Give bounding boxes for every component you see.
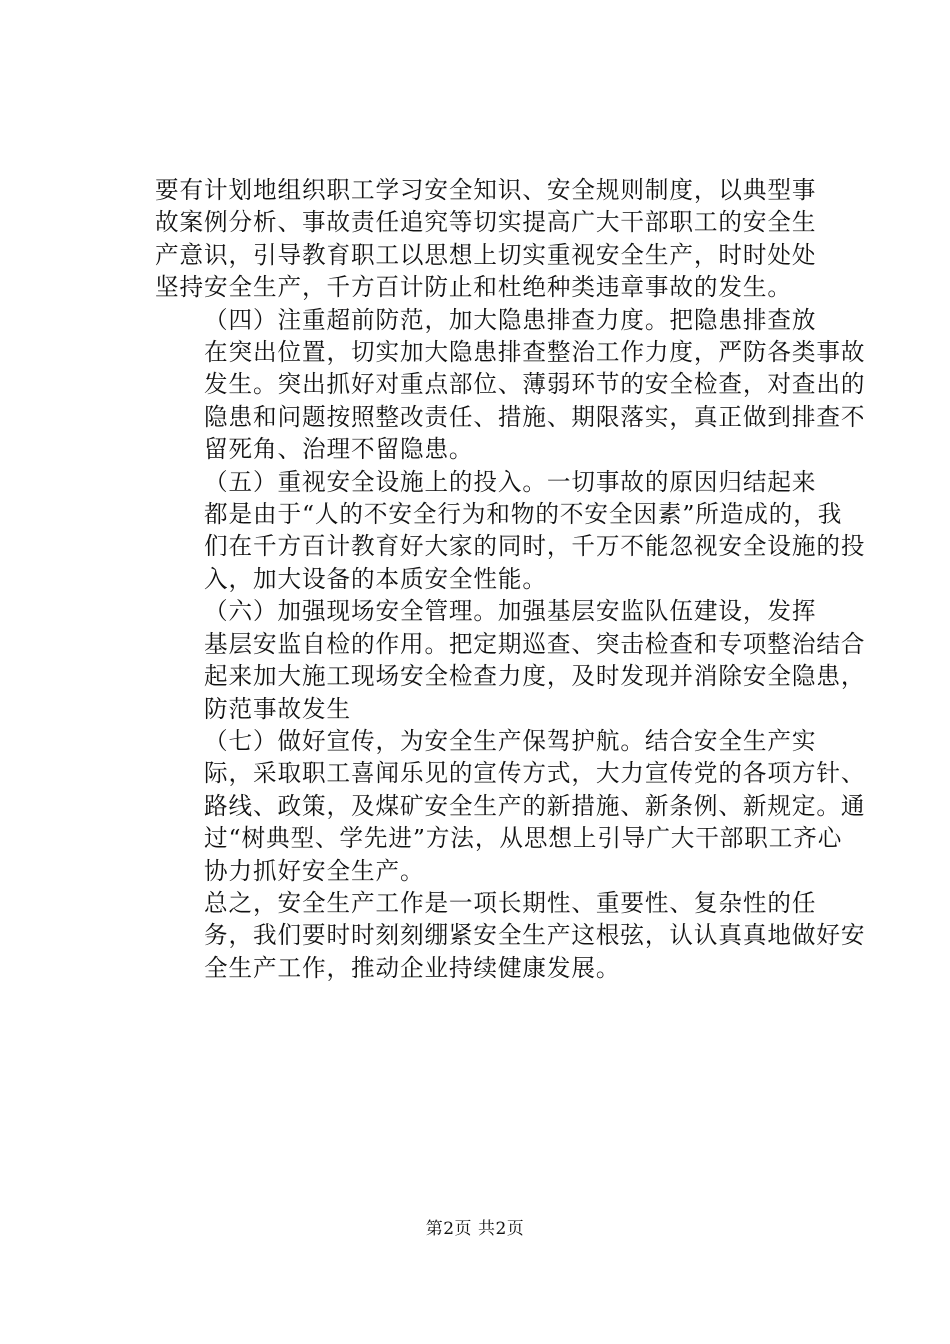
paragraph: [155, 887, 866, 984]
text-line: 务，我们要时时刻刻绷紧安全生产这根弦，认认真真地做好安: [204, 921, 866, 950]
text-line: 隐患和问题按照整改责任、措施、期限落实，真正做到排查不: [204, 402, 866, 431]
text-line: 总之，安全生产工作是一项长期性、重要性、复杂性的任: [204, 888, 817, 917]
paragraph: [155, 725, 866, 887]
text-line: 发生。突出抓好对重点部位、薄弱环节的安全检查，对查出的: [204, 370, 866, 399]
text-line: 起来加大施工现场安全检查力度，及时发现并消除安全隐患，: [204, 662, 866, 691]
document-body: [155, 174, 866, 984]
text-line: 都是由于“人的不安全行为和物的不安全因素”所造成的，我: [204, 500, 843, 529]
text-line: 在突出位置，切实加大隐患排查整治工作力度，严防各类事故: [204, 338, 866, 367]
paragraph: [155, 466, 866, 596]
text-line: 坚持安全生产，千方百计防止和杜绝种类违章事故的发生。: [155, 273, 792, 302]
paragraph: [155, 174, 817, 304]
text-line: 故案例分析、事故责任追究等切实提高广大干部职工的安全生: [155, 208, 817, 237]
text-line: 全生产工作，推动企业持续健康发展。: [204, 953, 621, 982]
text-line: 路线、政策，及煤矿安全生产的新措施、新条例、新规定。通: [204, 791, 866, 820]
text-line: 产意识，引导教育职工以思想上切实重视安全生产，时时处处: [155, 240, 817, 269]
page-footer: 第2页 共2页: [425, 1219, 525, 1239]
text-line: 协力抓好安全生产。: [204, 856, 425, 885]
text-line: （六）加强现场安全管理。加强基层安监队伍建设，发挥: [204, 597, 817, 626]
text-line: （四）注重超前防范，加大隐患排查力度。把隐患排查放: [204, 305, 817, 334]
text-line: 入，加大设备的本质安全性能。: [204, 564, 547, 593]
text-line: 们在千方百计教育好大家的同时，千万不能忽视安全设施的投: [204, 532, 866, 561]
text-line: 际，采取职工喜闻乐见的宣传方式，大力宣传党的各项方针、: [204, 759, 866, 788]
text-line: （五）重视安全设施上的投入。一切事故的原因归结起来: [204, 467, 817, 496]
text-line: （七）做好宣传，为安全生产保驾护航。结合安全生产实: [204, 726, 817, 755]
paragraph: [155, 595, 866, 725]
text-line: 留死角、治理不留隐患。: [204, 435, 474, 464]
text-line: 基层安监自检的作用。把定期巡查、突击检查和专项整治结合: [204, 629, 866, 658]
text-line: 过“树典型、学先进”方法，从思想上引导广大干部职工齐心: [204, 824, 843, 853]
paragraph: [155, 304, 866, 466]
text-line: 防范事故发生: [204, 694, 351, 723]
text-line: 要有计划地组织职工学习安全知识、安全规则制度，以典型事: [155, 176, 817, 204]
